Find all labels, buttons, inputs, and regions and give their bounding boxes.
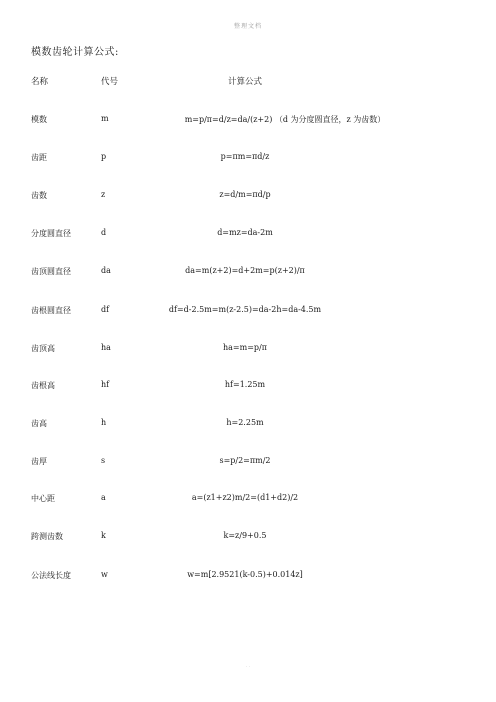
row-name: 齿数 — [31, 191, 47, 200]
row-name: 齿高 — [31, 419, 47, 428]
row-formula: a=(z1+z2)m/2=(d1+d2)/2 — [191, 493, 299, 502]
row-name: 中心距 — [31, 494, 55, 503]
row-symbol: df — [101, 305, 110, 314]
row-formula: d=mz=da-2m — [217, 228, 273, 237]
row-formula: h=2.25m — [226, 418, 264, 427]
table-row — [0, 380, 496, 394]
table-row — [0, 418, 496, 432]
row-symbol: a — [101, 493, 106, 502]
row-name: 分度圆直径 — [31, 229, 71, 238]
column-header-name: 名称 — [31, 77, 49, 87]
column-header-formula: 计算公式 — [227, 77, 262, 87]
row-name: 齿顶高 — [31, 344, 55, 353]
row-formula: hf=1.25m — [224, 380, 266, 389]
page-footer: . . — [245, 663, 251, 669]
table-row — [0, 114, 496, 128]
table-row — [0, 190, 496, 204]
row-formula: w=m[2.9521(k-0.5)+0.014z] — [187, 570, 303, 579]
row-formula: df=d-2.5m=m(z-2.5)=da-2h=da-4.5m — [168, 305, 322, 314]
table-row — [0, 266, 496, 280]
row-formula: p=πm=πd/z — [220, 152, 270, 161]
row-name: 公法线长度 — [31, 571, 71, 580]
row-symbol: h — [101, 418, 107, 427]
row-name: 模数 — [31, 115, 47, 124]
page-title: 模数齿轮计算公式: — [31, 47, 119, 58]
table-row — [0, 343, 496, 357]
table-row — [0, 456, 496, 470]
row-symbol: z — [101, 190, 106, 199]
row-formula: ha=m=p/π — [223, 343, 267, 352]
table-row — [0, 493, 496, 507]
table-row — [0, 228, 496, 242]
row-formula: z=d/m=πd/p — [219, 190, 271, 199]
row-symbol: p — [101, 152, 107, 161]
row-symbol: k — [101, 531, 106, 540]
row-symbol: da — [101, 266, 111, 275]
row-symbol: m — [101, 114, 109, 123]
row-formula: k=z/9+0.5 — [223, 531, 267, 540]
table-row — [0, 305, 496, 319]
table-row — [0, 570, 496, 584]
table-row — [0, 152, 496, 166]
row-symbol: w — [101, 570, 108, 579]
row-formula: m=p/π=d/z=da/(z+2) （d 为分度圆直径，z 为齿数） — [184, 115, 386, 124]
row-name: 齿根高 — [31, 381, 55, 390]
row-name: 齿厚 — [31, 457, 47, 466]
row-symbol: d — [101, 228, 107, 237]
row-formula: s=p/2=πm/2 — [219, 456, 271, 465]
row-name: 齿顶圆直径 — [31, 267, 71, 276]
table-row — [0, 531, 496, 545]
row-name: 齿距 — [31, 153, 47, 162]
row-name: 跨测齿数 — [31, 532, 63, 541]
row-name: 齿根圆直径 — [31, 306, 71, 315]
column-header-symbol: 代号 — [101, 77, 119, 87]
row-formula: da=m(z+2)=d+2m=p(z+2)/π — [185, 266, 305, 275]
table-header — [0, 75, 496, 89]
row-symbol: s — [101, 456, 106, 465]
header-watermark: 整理文档 — [233, 23, 262, 30]
row-symbol: ha — [101, 343, 111, 352]
row-symbol: hf — [101, 380, 110, 389]
